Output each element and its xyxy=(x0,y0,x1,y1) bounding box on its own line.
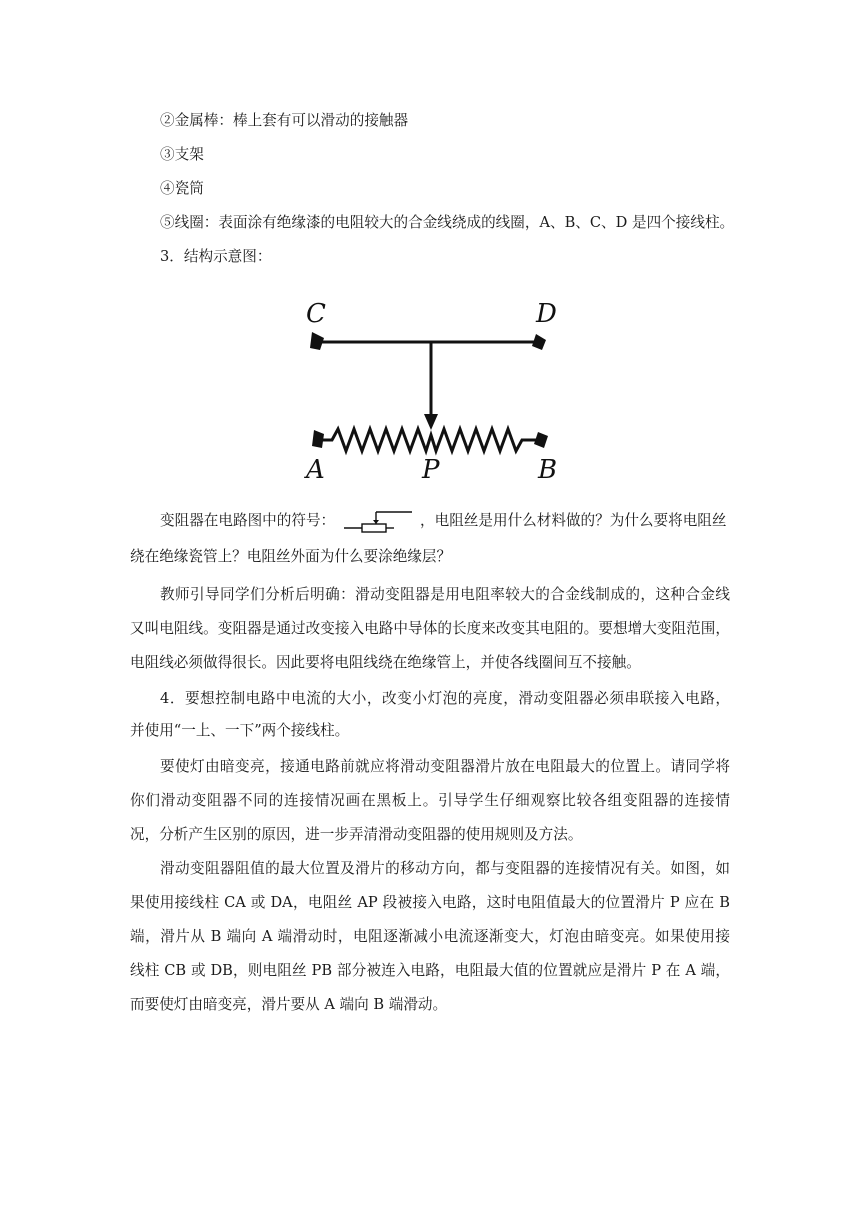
slider-arrow xyxy=(424,414,438,430)
symbol-text-after: ，电阻丝是用什么材料做的？为什么要将电阻丝 xyxy=(420,512,727,529)
max-para-line-5: 而要使灯由暗变亮，滑片要从 A 端向 B 端滑动。 xyxy=(130,996,448,1013)
terminal-b xyxy=(534,432,548,448)
rheostat-structure-diagram xyxy=(290,290,580,490)
lamp-para-line-3: 况，分析产生区别的原因，进一步弄清滑动变阻器的使用规则及方法。 xyxy=(130,826,583,843)
teacher-para-line-1: 教师引导同学们分析后明确：滑动变阻器是用电阻率较大的合金线制成的，这种合金线 xyxy=(160,586,730,603)
terminal-c xyxy=(310,332,324,350)
part-stand: ③支架 xyxy=(160,146,204,163)
point4-line-1: 4．要想控制电路中电流的大小，改变小灯泡的亮度，滑动变阻器必须串联接入电路， xyxy=(160,690,730,707)
max-para-line-2: 果使用接线柱 CA 或 DA，电阻丝 AP 段被接入电路，这时电阻值最大的位置滑片 P 应在 B xyxy=(130,894,730,911)
point4-line-2: 并使用“一上、一下”两个接线柱。 xyxy=(130,722,350,739)
teacher-para-line-2: 又叫电阻线。变阻器是通过改变接入电路中导体的长度来改变其电阻的。要想增大变阻范围， xyxy=(130,620,730,637)
section-3-title: 3．结构示意图： xyxy=(160,248,272,265)
terminal-d xyxy=(532,334,546,350)
resistance-coil xyxy=(320,429,540,451)
label-b: B xyxy=(538,455,558,485)
label-c: C xyxy=(306,299,326,329)
label-d: D xyxy=(536,299,557,329)
label-a: A xyxy=(306,455,325,485)
lamp-para-line-1: 要使灯由暗变亮，接通电路前就应将滑动变阻器滑片放在电阻最大的位置上。请同学将 xyxy=(160,758,730,775)
lamp-para-line-2: 你们滑动变阻器不同的连接情况画在黑板上。引导学生仔细观察比较各组变阻器的连接情 xyxy=(130,792,730,809)
part-metal-rod: ②金属棒：棒上套有可以滑动的接触器 xyxy=(160,112,409,129)
max-para-line-3: 端，滑片从 B 端向 A 端滑动时，电阻逐渐减小电流逐渐变大，灯泡由暗变亮。如果使用接 xyxy=(130,928,730,945)
label-p: P xyxy=(422,455,440,485)
part-porcelain-tube: ④瓷筒 xyxy=(160,180,204,197)
symbol-text-before: 变阻器在电路图中的符号： xyxy=(160,512,336,529)
teacher-para-line-3: 电阻线必须做得很长。因此要将电阻线绕在绝缘管上，并使各线圈间互不接触。 xyxy=(130,654,641,671)
rheostat-circuit-symbol xyxy=(342,508,416,538)
part-coil: ⑤线圈：表面涂有绝缘漆的电阻较大的合金线绕成的线圈，A、B、C、D 是四个接线柱。 xyxy=(160,214,735,231)
symbol-text-line2: 绕在绝缘瓷管上？电阻丝外面为什么要涂绝缘层？ xyxy=(130,548,452,565)
terminal-a xyxy=(312,430,324,448)
max-para-line-1: 滑动变阻器阻值的最大位置及滑片的移动方向，都与变阻器的连接情况有关。如图，如 xyxy=(160,860,730,877)
max-para-line-4: 线柱 CB 或 DB，则电阻丝 PB 部分被连入电路，电阻最大值的位置就应是滑片 P 在 A 端， xyxy=(130,962,730,979)
